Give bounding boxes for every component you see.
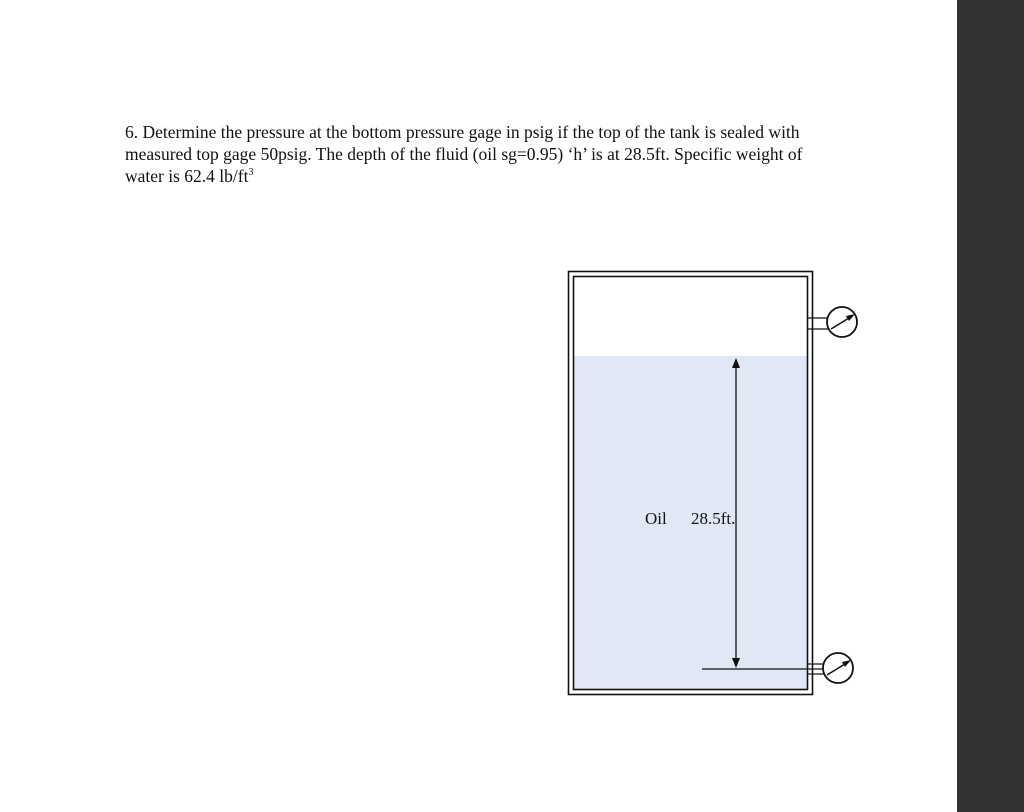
bottom-pressure-gage	[808, 653, 853, 683]
depth-label: 28.5ft.	[691, 509, 736, 528]
viewer-side-panel	[957, 0, 1024, 812]
top-pressure-gage	[808, 307, 857, 337]
cubed-superscript: 3	[248, 167, 254, 178]
problem-line-3-text: water is 62.4 lb/ft	[125, 166, 249, 186]
problem-line-2: measured top gage 50psig. The depth of the fluid (oil sg=0.95) ‘h’ is at 28.5ft. Specific weight of	[125, 144, 803, 164]
problem-line-1: 6. Determine the pressure at the bottom pressure gage in psig if the top of the tank is sealed with	[125, 122, 800, 142]
oil-label: Oil	[645, 509, 667, 528]
